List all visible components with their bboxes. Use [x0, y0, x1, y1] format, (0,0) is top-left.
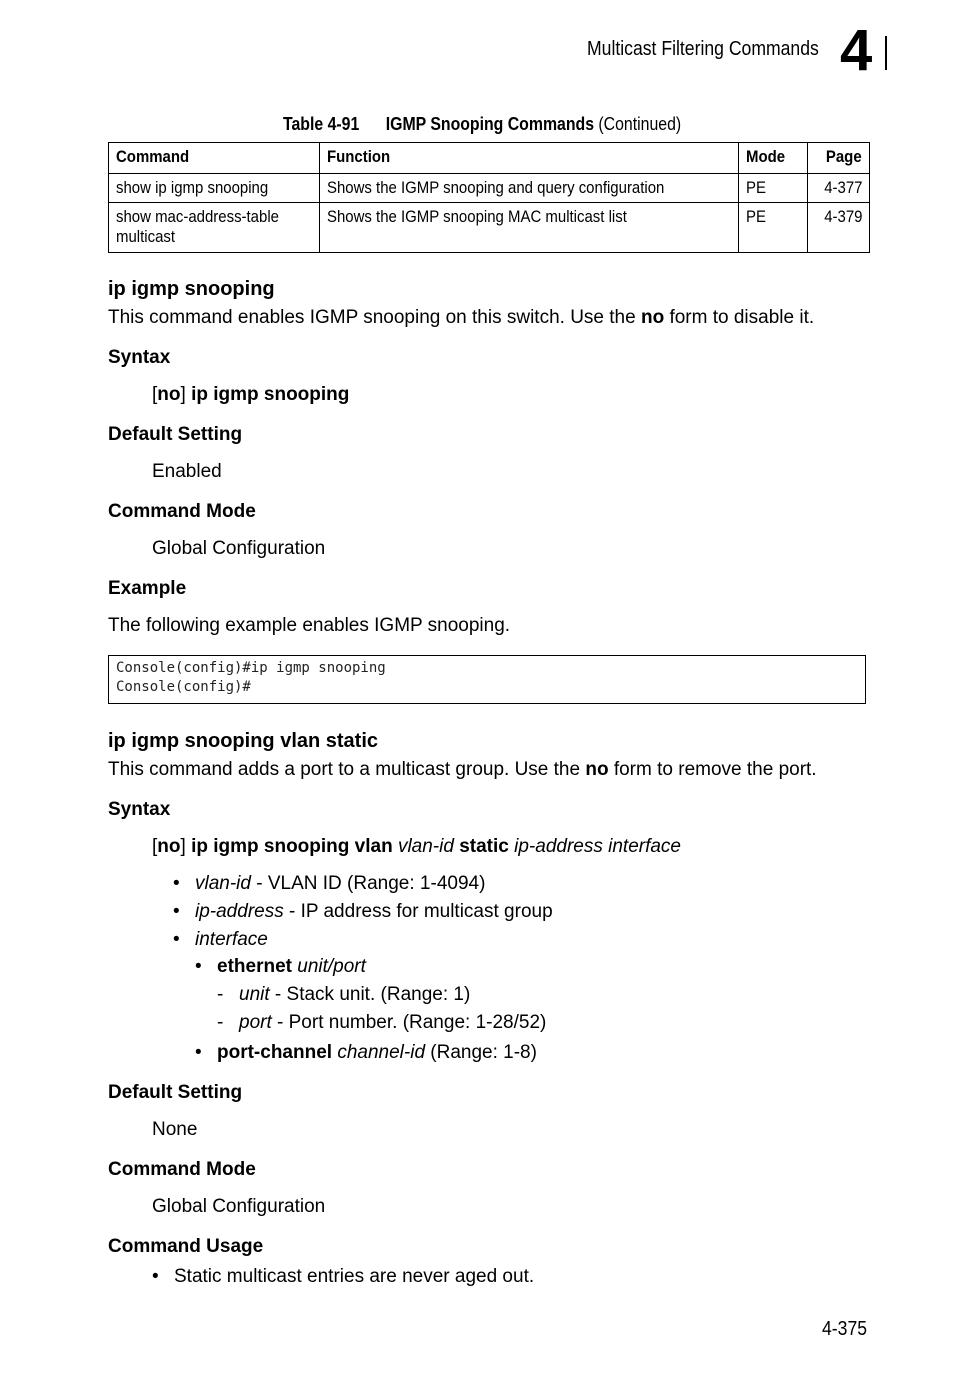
table-caption-number: Table 4-91 [283, 114, 360, 134]
running-header-title: Multicast Filtering Commands [587, 38, 819, 60]
table-cell-mode: PE [739, 174, 808, 203]
section-description: This command adds a port to a multicast group. Use the no form to remove the port. [108, 759, 817, 780]
command-table [108, 142, 870, 253]
page-number: 4-375 [822, 1318, 868, 1340]
command-mode-value: Global Configuration [152, 1196, 326, 1217]
syntax-line: [no] ip igmp snooping [152, 384, 350, 405]
column-header: Command [109, 143, 320, 174]
command-mode-heading: Command Mode [108, 501, 256, 522]
table-header-row [109, 143, 870, 174]
table-cell-command: show ip igmp snooping [109, 174, 320, 203]
example-description: The following example enables IGMP snooping. [108, 615, 511, 636]
table-cell-page: 4-379 [808, 203, 870, 253]
param-subsubitem-port: - port - Port number. (Range: 1-28/52) [217, 1012, 547, 1033]
table-caption-title: IGMP Snooping Commands [385, 114, 594, 134]
code-line: Console(config)# [116, 679, 251, 695]
command-mode-heading: Command Mode [108, 1159, 256, 1180]
table-caption-suffix: (Continued) [598, 114, 682, 134]
syntax-line: [no] ip igmp snooping vlan vlan-id static ip-address interface [152, 836, 682, 857]
default-setting-heading: Default Setting [108, 1082, 243, 1103]
example-heading: Example [108, 578, 187, 599]
table-row [109, 203, 870, 253]
param-subitem-ethernet: • ethernet unit/port [195, 956, 366, 977]
table-cell-function: Shows the IGMP snooping and query configuration [320, 174, 739, 203]
param-subitem-port-channel: • port-channel channel-id (Range: 1-8) [195, 1042, 537, 1063]
table-cell-page: 4-377 [808, 174, 870, 203]
param-subsubitem-unit: - unit - Stack unit. (Range: 1) [217, 984, 471, 1005]
column-header: Function [320, 143, 739, 174]
table-row [109, 174, 870, 203]
table-caption [283, 114, 735, 135]
table-cell-mode: PE [739, 203, 808, 253]
table-cell-function: Shows the IGMP snooping MAC multicast list [320, 203, 739, 253]
column-header: Page [808, 143, 870, 174]
default-setting-value: None [152, 1119, 198, 1140]
param-item-vlan-id: • vlan-id - VLAN ID (Range: 1-4094) [173, 873, 486, 894]
syntax-heading: Syntax [108, 347, 171, 368]
table-cell-command: show mac-address-table multicast [109, 203, 320, 253]
column-header: Mode [739, 143, 808, 174]
param-item-ip-address: • ip-address - IP address for multicast group [173, 901, 553, 922]
syntax-heading: Syntax [108, 799, 171, 820]
command-mode-value: Global Configuration [152, 538, 326, 559]
code-example [108, 655, 866, 704]
section-description: This command enables IGMP snooping on this switch. Use the no form to disable it. [108, 307, 815, 328]
param-item-interface: • interface [173, 929, 268, 950]
usage-list-item: • Static multicast entries are never aged out. [152, 1266, 535, 1287]
running-header [587, 38, 850, 61]
code-line: Console(config)#ip igmp snooping [116, 660, 386, 676]
chapter-marker-bar [885, 36, 887, 70]
command-usage-heading: Command Usage [108, 1236, 264, 1257]
default-setting-heading: Default Setting [108, 424, 243, 445]
default-setting-value: Enabled [152, 461, 222, 482]
section-title-ip-igmp-snooping: ip igmp snooping [108, 278, 275, 300]
chapter-number: 4 [840, 18, 873, 83]
section-title-ip-igmp-snooping-vlan-static: ip igmp snooping vlan static [108, 730, 379, 752]
